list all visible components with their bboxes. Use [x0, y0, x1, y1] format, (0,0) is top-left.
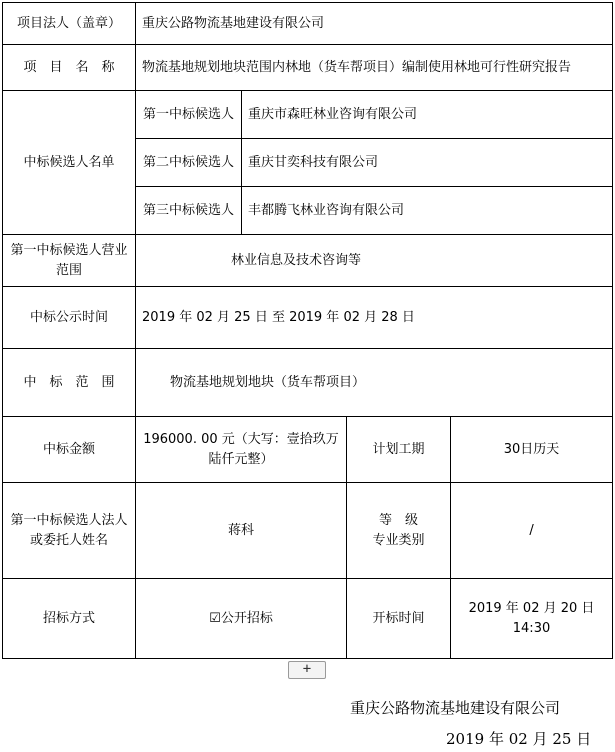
amount-value: 196000. 00 元（大写：壹拾玖万陆仟元整）: [136, 417, 347, 483]
publicity-label: 中标公示时间: [3, 287, 136, 349]
candidate-name: 重庆市森旺林业咨询有限公司: [242, 91, 613, 139]
bid-range-label: 中 标 范 围: [3, 349, 136, 417]
amount-label: 中标金额: [3, 417, 136, 483]
open-time-label: 开标时间: [347, 579, 451, 659]
tenderer-label: 项目法人（盖章）: [3, 3, 136, 45]
scope-value: 林业信息及技术咨询等: [136, 235, 613, 287]
row-publicity: [3, 287, 613, 349]
row-method: [3, 579, 613, 659]
open-time-value: 2019 年 02 月 20 日 14:30: [451, 579, 613, 659]
row-legal-rep: [3, 483, 613, 579]
legal-rep-label: 第一中标候选人法人或委托人姓名: [3, 483, 136, 579]
row-bid-range: [3, 349, 613, 417]
row-tenderer: [3, 3, 613, 45]
candidate-rank: 第三中标候选人: [136, 187, 242, 235]
project-name-label: 项 目 名 称: [3, 45, 136, 91]
grade-value: /: [451, 483, 613, 579]
legal-rep-value: 蒋科: [136, 483, 347, 579]
expand-button[interactable]: +: [288, 661, 326, 679]
project-name-value: 物流基地规划地块范围内林地（货车帮项目）编制使用林地可行性研究报告: [136, 45, 613, 91]
method-label: 招标方式: [3, 579, 136, 659]
candidate-rank: 第二中标候选人: [136, 139, 242, 187]
candidates-label: 中标候选人名单: [3, 91, 136, 235]
publicity-value: 2019 年 02 月 25 日 至 2019 年 02 月 28 日: [136, 287, 613, 349]
row-amount: [3, 417, 613, 483]
row-scope: [3, 235, 613, 287]
grade-label: 等 级 专业类别: [347, 483, 451, 579]
signature-company: 重庆公路物流基地建设有限公司: [350, 699, 561, 717]
method-value: ☑公开招标: [136, 579, 347, 659]
candidate-name: 重庆甘奕科技有限公司: [242, 139, 613, 187]
candidate-name: 丰都腾飞林业咨询有限公司: [242, 187, 613, 235]
period-value: 30日历天: [451, 417, 613, 483]
candidate-rank: 第一中标候选人: [136, 91, 242, 139]
tenderer-value: 重庆公路物流基地建设有限公司: [136, 3, 613, 45]
signature-date: 2019 年 02 月 25 日: [446, 730, 592, 748]
bid-result-table: [2, 2, 613, 659]
bid-range-value: 物流基地规划地块（货车帮项目）: [136, 349, 613, 417]
period-label: 计划工期: [347, 417, 451, 483]
scope-label: 第一中标候选人营业范围: [3, 235, 136, 287]
row-project-name: [3, 45, 613, 91]
candidate-row: [3, 91, 613, 139]
